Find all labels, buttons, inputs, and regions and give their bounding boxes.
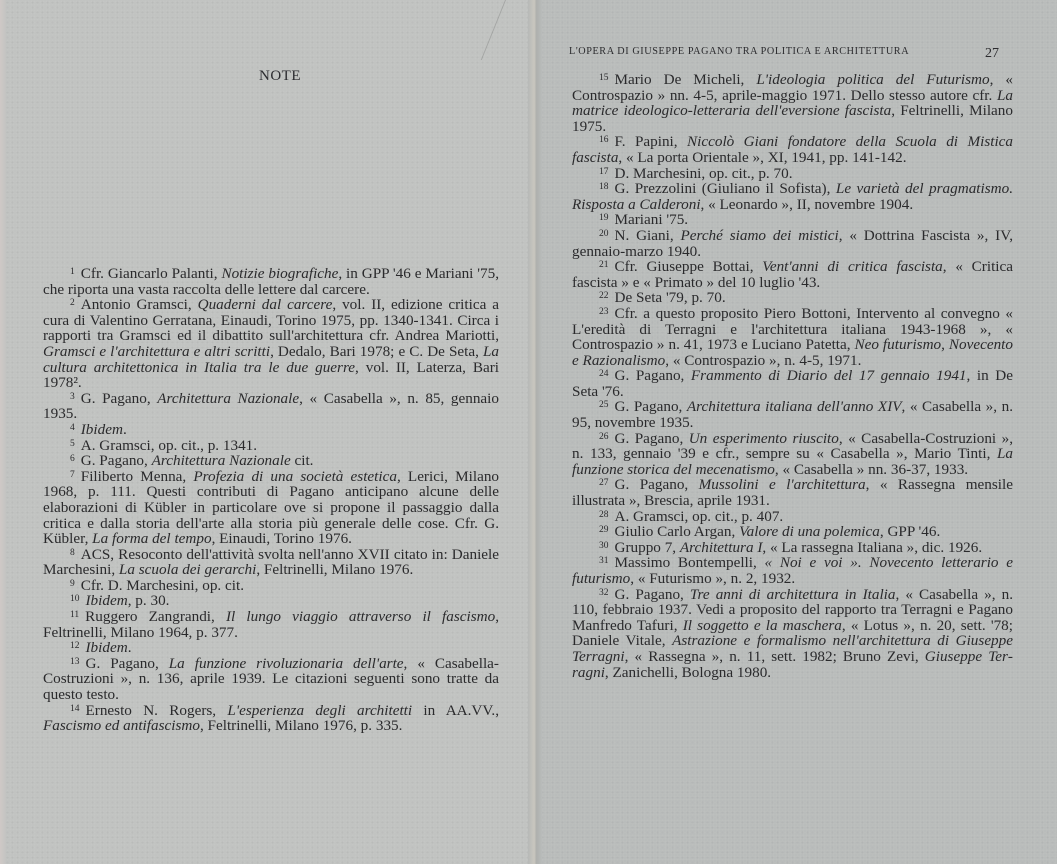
citation-title: La funzione storica del mecenatismo bbox=[572, 445, 1013, 478]
footnote-12 bbox=[43, 640, 499, 656]
notes-list-left bbox=[43, 266, 499, 734]
footnote-text: G. Pagano, bbox=[614, 585, 690, 603]
citation-title: Notizie biografiche bbox=[221, 265, 339, 282]
footnote-29 bbox=[572, 524, 1013, 540]
footnote-number: 15 bbox=[599, 73, 609, 83]
footnote-14 bbox=[43, 703, 499, 734]
citation-title: Tre anni di architettura in Italia bbox=[689, 585, 896, 603]
citation-title: Niccolò Giani fondatore della Scuola di Mistica fascista bbox=[572, 133, 1014, 166]
footnote-text: , p. 30. bbox=[127, 592, 170, 610]
footnote-number: 24 bbox=[599, 369, 609, 380]
footnote-text: D. Marchesini, op. cit., p. 70. bbox=[614, 164, 793, 182]
footnote-text: , « Rassegna », n. 11, sett. 1982; Bruno Zevi, bbox=[624, 647, 925, 665]
footnote-text: N. Giani, bbox=[614, 226, 681, 244]
citation-title: Ibidem bbox=[85, 592, 128, 610]
citation-title: La funzione rivoluzionaria dell'arte bbox=[168, 654, 404, 672]
footnote-text: , vol. II, edizione critica a cura di Valentino Gerratana, Einaudi, Torino 1975, pp. 1340-1341. Circa i rapporti tra Gramsci ed il dibattito sull'architettura cfr. Andrea Mariotti, bbox=[43, 296, 499, 345]
footnote-number: 20 bbox=[599, 228, 609, 239]
footnote-text: , « La porta Orientale », XI, 1941, pp. 141-142. bbox=[618, 148, 907, 166]
footnote-text: , Feltrinelli, Milano 1976, p. 335. bbox=[199, 717, 403, 735]
citation-title: Frammento di Diario del 17 gennaio 1941 bbox=[690, 367, 967, 385]
running-head: L'OPERA DI GIUSEPPE PAGANO TRA POLITICA E ARCHITETTURA bbox=[569, 46, 910, 57]
footnote-15 bbox=[572, 72, 1013, 134]
footnote-number: 14 bbox=[70, 703, 80, 714]
footnote-text: , « Controspazio » nn. 4-5, aprile-maggio 1971. Dello stesso autore cfr. bbox=[572, 71, 1013, 104]
footnote-3 bbox=[43, 391, 499, 422]
citation-title: Perché siamo dei mistici bbox=[680, 226, 839, 244]
footnote-text: De Seta '79, p. 70. bbox=[614, 289, 726, 307]
footnote-text: G. Pagano, bbox=[614, 398, 687, 416]
citation-title: Astrazione e formalismo nell'architettura di Giuseppe Terragni bbox=[572, 632, 1013, 665]
footnote-text: , « Leonardo », II, novembre 1904. bbox=[700, 195, 914, 213]
footnote-text: , « Controspazio », n. 4-5, 1971. bbox=[665, 351, 862, 369]
footnote-number: 8 bbox=[70, 547, 75, 558]
footnote-text: , Einaudi, Torino 1976. bbox=[211, 530, 352, 548]
footnote-number: 25 bbox=[599, 400, 609, 411]
footnote-text: , Dedalo, Bari 1978; e C. De Seta, bbox=[270, 342, 483, 360]
footnote-text: Mariani '75. bbox=[614, 211, 689, 229]
footnote-number: 2 bbox=[70, 298, 75, 309]
page-number: 27 bbox=[985, 46, 999, 61]
footnote-number: 26 bbox=[599, 431, 609, 442]
footnote-32 bbox=[572, 587, 1013, 681]
footnote-text: Giulio Carlo Argan, bbox=[614, 523, 740, 541]
citation-title: « Noi e voi ». Novecento letterario e futurismo bbox=[572, 554, 1013, 587]
citation-title: Architettura Nazionale bbox=[151, 452, 291, 470]
footnote-text: G. Prezzolini (Giuliano il Sofista), bbox=[614, 180, 836, 198]
citation-title: Ibidem bbox=[80, 420, 123, 438]
footnote-22 bbox=[572, 290, 1013, 306]
footnote-number: 4 bbox=[70, 422, 75, 433]
footnote-text: . bbox=[127, 639, 132, 657]
footnote-text: , Feltrinelli, Milano 1975. bbox=[572, 102, 1013, 135]
footnote-30 bbox=[572, 540, 1013, 556]
footnote-text: G. Pagano, bbox=[614, 367, 691, 385]
footnote-text: , « Casabella », n. 95, novembre 1935. bbox=[572, 398, 1013, 432]
footnote-text: . bbox=[122, 420, 127, 438]
footnote-8 bbox=[43, 547, 499, 578]
footnote-text: , « Futurismo », n. 2, 1932. bbox=[630, 570, 796, 587]
footnote-number: 31 bbox=[599, 556, 609, 567]
footnote-text: Cfr. D. Marchesini, op. cit. bbox=[80, 576, 244, 594]
citation-title: Il lungo viaggio attraverso il fascismo bbox=[225, 608, 496, 626]
footnote-text: , in GPP '46 e Mariani '75, che riporta una vasta raccolta delle lettere dal carcere. bbox=[43, 265, 499, 298]
citation-title: La forma del tempo bbox=[92, 530, 212, 548]
footnote-number: 28 bbox=[599, 509, 609, 520]
footnote-19 bbox=[572, 212, 1013, 228]
footnote-text: Ruggero Zangrandi, bbox=[85, 608, 226, 626]
footnote-text: , Lerici, Milano 1968, p. 111. Questi contributi di Pagano anticipano alcune delle elaborazioni di Kübler in particolare ove si propone il passaggio dalla critica e dalla storia dell'arte alla storia più generale delle cose. Cfr. G. Kübler, bbox=[43, 467, 500, 548]
footnote-31 bbox=[572, 555, 1013, 586]
footnote-text: , in De Seta '76. bbox=[572, 367, 1013, 400]
footnote-text: Ernesto N. Rogers, bbox=[85, 701, 228, 719]
citation-title: Ibidem bbox=[85, 639, 128, 657]
citation-title: L'ideologia politica del Futurismo bbox=[756, 71, 990, 88]
footnote-text: , GPP '46. bbox=[879, 523, 941, 541]
footnote-13 bbox=[43, 656, 499, 703]
page-title: NOTE bbox=[259, 68, 301, 84]
footnote-text: F. Papini, bbox=[614, 133, 688, 151]
footnote-17 bbox=[572, 166, 1013, 182]
footnote-text: , « Rassegna mensile illustrata », Brescia, aprile 1931. bbox=[572, 476, 1013, 510]
citation-title: La matrice ideologico-letteraria dell'eversione fascista bbox=[572, 86, 1013, 120]
footnote-number: 12 bbox=[70, 641, 80, 652]
page-edge bbox=[0, 0, 6, 864]
footnote-text: , « Casabella » nn. 36-37, 1933. bbox=[774, 460, 969, 478]
footnote-number: 19 bbox=[599, 213, 609, 224]
footnote-text: Cfr. Giancarlo Palanti, bbox=[80, 265, 222, 282]
footnote-text: G. Pagano, bbox=[614, 476, 699, 494]
citation-title: Giuseppe Terragni bbox=[572, 647, 1013, 681]
footnote-text: , « Dottrina Fascista », IV, gennaio-marzo 1940. bbox=[572, 226, 1013, 260]
footnote-text: , « Casabella », n. 110, febbraio 1937. Vedi a proposito del rapporto tra Terragni e Pagano Manfredo Tafuri, bbox=[572, 585, 1013, 634]
citation-title: Mussolini e l'architettura bbox=[698, 476, 866, 494]
citation-title: Profezia di una società estetica bbox=[193, 467, 397, 485]
footnote-number: 6 bbox=[70, 454, 75, 465]
footnote-text: Cfr. Giuseppe Bottai, bbox=[614, 258, 763, 276]
footnote-text: Mario De Micheli, bbox=[614, 71, 757, 88]
footnote-text: Cfr. a questo proposito Piero Bottoni, Intervento al convegno « L'eredità di Terragni e l'architettura italiana 1943-1968 », « Controspazio » n. 41, 1973 e Luciano Patetta, bbox=[572, 304, 1013, 354]
footnote-7 bbox=[43, 469, 499, 547]
footnote-text: , « Casabella », n. 85, gennaio 1935. bbox=[43, 389, 499, 423]
footnote-number: 13 bbox=[70, 656, 80, 667]
footnote-text: cit. bbox=[290, 452, 314, 470]
footnote-text: , Feltrinelli, Milano 1964, p. 377. bbox=[43, 608, 499, 641]
footnote-text: in AA.VV., bbox=[412, 701, 500, 719]
footnote-25 bbox=[572, 399, 1013, 430]
footnote-text: G. Pagano, bbox=[80, 452, 152, 470]
notes-list-right bbox=[572, 72, 1013, 680]
footnote-2 bbox=[43, 297, 499, 391]
footnote-text: Massimo Bontempelli, bbox=[614, 554, 765, 572]
footnote-number: 21 bbox=[599, 260, 609, 271]
footnote-20 bbox=[572, 228, 1013, 259]
footnote-10 bbox=[43, 593, 499, 609]
footnote-number: 9 bbox=[70, 578, 75, 589]
footnote-number: 1 bbox=[70, 267, 75, 277]
footnote-28 bbox=[572, 509, 1013, 525]
citation-title: Architettura Nazionale bbox=[157, 389, 300, 407]
footnote-number: 17 bbox=[599, 166, 609, 177]
footnote-text: Gruppo 7, bbox=[614, 538, 680, 556]
citation-title: La scuola dei gerarchi bbox=[118, 561, 257, 579]
footnote-9 bbox=[43, 578, 499, 594]
citation-title: Architettura italiana dell'anno XIV bbox=[686, 398, 902, 416]
citation-title: L'esperienza degli architetti bbox=[227, 701, 413, 719]
footnote-number: 16 bbox=[599, 135, 609, 146]
footnote-number: 3 bbox=[70, 391, 75, 402]
citation-title: Fascismo ed antifascismo bbox=[43, 717, 200, 735]
citation-title: Quaderni dal carcere bbox=[197, 296, 333, 314]
footnote-text: G. Pagano, bbox=[85, 654, 169, 672]
footnote-text: , « Casabella-Costruzioni », n. 136, aprile 1939. Le citazioni seguenti sono tratte da questo testo. bbox=[43, 654, 499, 704]
footnote-text: Antonio Gramsci, bbox=[80, 296, 198, 314]
footnote-text: , vol. II, Laterza, Bari 1978². bbox=[43, 358, 499, 392]
footnote-18 bbox=[572, 181, 1013, 212]
citation-title: Gramsci e l'architettura e altri scritti bbox=[43, 342, 271, 360]
footnote-text: ACS, Resoconto dell'attività svolta nell'anno XVII citato in: Daniele Marchesini, bbox=[43, 545, 499, 579]
footnote-16 bbox=[572, 134, 1013, 165]
footnote-number: 7 bbox=[70, 469, 75, 480]
footnote-number: 32 bbox=[599, 587, 609, 598]
footnote-text: , « Lotus », n. 20, sett. '78; Daniele Vitale, bbox=[572, 616, 1013, 650]
footnote-number: 10 bbox=[70, 594, 80, 605]
footnote-text: , Feltrinelli, Milano 1976. bbox=[256, 561, 414, 579]
footnote-number: 18 bbox=[599, 182, 609, 193]
footnote-number: 23 bbox=[599, 306, 609, 317]
footnote-text: A. Gramsci, op. cit., p. 407. bbox=[614, 507, 784, 525]
citation-title: Un esperimento riuscito bbox=[688, 429, 839, 447]
citation-title: Neo futurismo, Novecento e Razionalismo bbox=[572, 336, 1013, 369]
footnote-text: Filiberto Menna, bbox=[80, 467, 194, 485]
footnote-text: , « La rassegna Italiana », dic. 1926. bbox=[762, 538, 983, 556]
footnote-text: , Zanichelli, Bologna 1980. bbox=[604, 663, 772, 681]
citation-title: Valore di una polemica bbox=[739, 523, 880, 541]
citation-title: Vent'anni di critica fascista bbox=[762, 258, 943, 276]
citation-title: La cultura architettonica in Italia tra le due guerre bbox=[43, 342, 499, 376]
footnote-number: 11 bbox=[70, 610, 80, 621]
footnote-number: 22 bbox=[599, 291, 609, 302]
footnote-text: G. Pagano, bbox=[614, 429, 689, 447]
citation-title: Architettura I bbox=[679, 538, 763, 556]
footnote-text: G. Pagano, bbox=[80, 389, 158, 407]
citation-title: Le varietà del pragmatismo. Risposta a Calderoni bbox=[572, 180, 1013, 213]
footnote-number: 5 bbox=[70, 438, 75, 449]
footnote-23 bbox=[572, 306, 1013, 368]
footnote-text: , « Critica fascista » e « Primato » del 10 luglio '43. bbox=[572, 258, 1014, 291]
footnote-number: 29 bbox=[599, 525, 609, 536]
citation-title: Il soggetto e la maschera bbox=[682, 616, 842, 634]
footnote-6 bbox=[43, 453, 499, 469]
footnote-5 bbox=[43, 438, 499, 454]
footnote-11 bbox=[43, 609, 499, 640]
footnote-21 bbox=[572, 259, 1013, 290]
footnote-text: , « Casabella-Costruzioni », n. 133, gennaio '39 e cfr., sempre su « Casabella », Mario Tinti, bbox=[572, 429, 1014, 463]
footnote-number: 27 bbox=[599, 478, 609, 489]
footnote-27 bbox=[572, 477, 1013, 508]
book-gutter bbox=[528, 0, 542, 864]
footnote-4 bbox=[43, 422, 499, 438]
footnote-26 bbox=[572, 431, 1013, 478]
footnote-number: 30 bbox=[599, 540, 609, 551]
footnote-24 bbox=[572, 368, 1013, 399]
footnote-1 bbox=[43, 266, 499, 297]
footnote-text: A. Gramsci, op. cit., p. 1341. bbox=[80, 436, 258, 454]
